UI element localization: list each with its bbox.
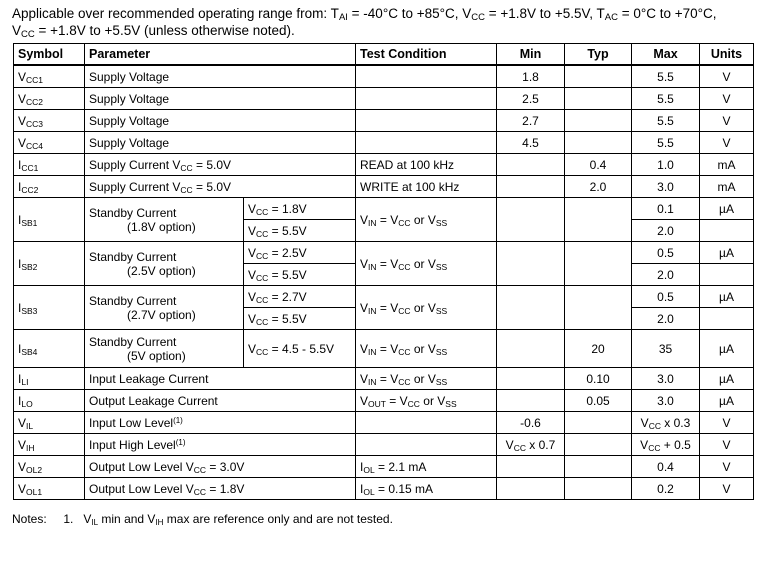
- max-cell: 2.0: [632, 308, 700, 330]
- typ-cell: [565, 286, 632, 330]
- symbol-cell: $V_{CC4}$: [14, 132, 85, 154]
- units-cell: µA: [700, 330, 754, 368]
- typ-cell: [565, 88, 632, 110]
- sub-condition-cell: $V_{CC} = 5.5V$: [244, 220, 356, 242]
- typ-cell: [565, 456, 632, 478]
- typ-cell: [565, 132, 632, 154]
- note-1: 1. $V_{IL}$ min and $V_{IH}$ max are reference only and are not tested.: [63, 512, 393, 527]
- units-cell: V: [700, 110, 754, 132]
- symbol-cell: $I_{LO}$: [14, 390, 85, 412]
- max-cell: 5.5: [632, 65, 700, 88]
- max-cell: 3.0: [632, 390, 700, 412]
- col-header-parameter: Parameter: [85, 44, 356, 66]
- units-cell: V: [700, 412, 754, 434]
- typ-cell: [565, 478, 632, 500]
- symbol-cell: $I_{SB2}$: [14, 242, 85, 286]
- min-cell: [497, 390, 565, 412]
- typ-cell: [565, 242, 632, 286]
- test-cell: $I_{OL} = 2.1$ mA: [356, 456, 497, 478]
- parameter-cell: Supply Current $V_{CC} = 5.0V$: [85, 176, 356, 198]
- table-row: [14, 330, 754, 368]
- header-line-1: Applicable over recommended operating range from: $T_{AI} = -40^\circ C$ to +85°C, $V_{CC} = +1.8V$ to +5.5V, $T_{AC} = 0^\circ C$ to +70°C,: [12, 6, 717, 23]
- typ-cell: 0.05: [565, 390, 632, 412]
- sub-condition-cell: $V_{CC} = 5.5V$: [244, 308, 356, 330]
- units-cell: mA: [700, 176, 754, 198]
- typ-cell: [565, 412, 632, 434]
- units-cell: V: [700, 65, 754, 88]
- typ-cell: [565, 110, 632, 132]
- test-cell: WRITE at 100 kHz: [356, 176, 497, 198]
- max-cell: 3.0: [632, 368, 700, 390]
- parameter-cell: Supply Current $V_{CC} = 5.0V$: [85, 154, 356, 176]
- col-header-max: Max: [632, 44, 700, 66]
- test-cell: [356, 88, 497, 110]
- min-cell: [497, 330, 565, 368]
- table-row: [14, 456, 754, 478]
- table-row: [14, 286, 754, 308]
- test-cell: [356, 412, 497, 434]
- max-cell: 1.0: [632, 154, 700, 176]
- max-cell: 2.0: [632, 264, 700, 286]
- min-cell: [497, 242, 565, 286]
- min-cell: -0.6: [497, 412, 565, 434]
- sub-condition-cell: $V_{CC} = 2.5V$: [244, 242, 356, 264]
- typ-cell: [565, 434, 632, 456]
- min-cell: [497, 286, 565, 330]
- sub-condition-cell: $V_{CC} = 2.7V$: [244, 286, 356, 308]
- test-cell: $V_{IN} = V_{CC}$ or $V_{SS}$: [356, 368, 497, 390]
- min-cell: [497, 198, 565, 242]
- symbol-cell: $I_{SB3}$: [14, 286, 85, 330]
- typ-cell: 2.0: [565, 176, 632, 198]
- min-cell: 1.8: [497, 65, 565, 88]
- table-row: [14, 478, 754, 500]
- table-notes: [12, 512, 393, 526]
- parameter-cell: Standby Current (1.8V option): [85, 198, 244, 242]
- col-header-symbol: Symbol: [14, 44, 85, 66]
- units-cell: V: [700, 88, 754, 110]
- max-cell: 0.1: [632, 198, 700, 220]
- max-cell: 35: [632, 330, 700, 368]
- parameter-cell: Input Low Level$^{(1)}$: [85, 412, 356, 434]
- units-cell: µA: [700, 390, 754, 412]
- operating-conditions-header: [12, 5, 752, 39]
- units-cell: µA: [700, 286, 754, 308]
- min-cell: 2.7: [497, 110, 565, 132]
- symbol-cell: $V_{IH}$: [14, 434, 85, 456]
- symbol-cell: $V_{OL2}$: [14, 456, 85, 478]
- test-cell: [356, 434, 497, 456]
- table-row: [14, 198, 754, 220]
- table-row: [14, 176, 754, 198]
- table-row: [14, 434, 754, 456]
- min-cell: [497, 368, 565, 390]
- parameter-cell: Standby Current (5V option): [85, 330, 244, 368]
- units-cell: µA: [700, 198, 754, 220]
- table-row: [14, 132, 754, 154]
- max-cell: 5.5: [632, 88, 700, 110]
- typ-cell: 0.10: [565, 368, 632, 390]
- col-header-units: Units: [700, 44, 754, 66]
- parameter-cell: Output Low Level $V_{CC} = 3.0V$: [85, 456, 356, 478]
- test-cell: [356, 110, 497, 132]
- test-cell: [356, 132, 497, 154]
- table-row: [14, 65, 754, 88]
- test-cell: $V_{OUT} = V_{CC}$ or $V_{SS}$: [356, 390, 497, 412]
- units-cell: V: [700, 456, 754, 478]
- header-line-2: $V_{CC} = +1.8V$ to +5.5V (unless otherwise noted).: [12, 23, 295, 40]
- test-cell: $V_{IN} = V_{CC}$ or $V_{SS}$: [356, 286, 497, 330]
- parameter-cell: Standby Current (2.7V option): [85, 286, 244, 330]
- table-row: [14, 110, 754, 132]
- min-cell: [497, 456, 565, 478]
- table-row: [14, 242, 754, 264]
- notes-label: Notes:: [12, 512, 47, 526]
- parameter-cell: Supply Voltage: [85, 110, 356, 132]
- max-cell: 0.5: [632, 286, 700, 308]
- test-cell: [356, 65, 497, 88]
- symbol-cell: $I_{CC2}$: [14, 176, 85, 198]
- test-cell: READ at 100 kHz: [356, 154, 497, 176]
- table-header-row: [14, 44, 754, 66]
- table-row: [14, 368, 754, 390]
- min-cell: [497, 478, 565, 500]
- parameter-cell: Supply Voltage: [85, 132, 356, 154]
- typ-cell: [565, 198, 632, 242]
- typ-cell: 0.4: [565, 154, 632, 176]
- min-cell: [497, 154, 565, 176]
- symbol-cell: $V_{OL1}$: [14, 478, 85, 500]
- min-cell: 2.5: [497, 88, 565, 110]
- sub-condition-cell: $V_{CC} = 4.5 - 5.5V$: [244, 330, 356, 368]
- table-row: [14, 88, 754, 110]
- min-cell: 4.5: [497, 132, 565, 154]
- max-cell: $V_{CC}$ x 0.3: [632, 412, 700, 434]
- sub-condition-cell: $V_{CC} = 1.8V$: [244, 198, 356, 220]
- col-header-test-condition: Test Condition: [356, 44, 497, 66]
- symbol-cell: $V_{CC2}$: [14, 88, 85, 110]
- max-cell: $V_{CC} + 0.5$: [632, 434, 700, 456]
- table-row: [14, 412, 754, 434]
- units-cell: V: [700, 478, 754, 500]
- table-row: [14, 390, 754, 412]
- units-cell: [700, 264, 754, 286]
- units-cell: mA: [700, 154, 754, 176]
- symbol-cell: $I_{CC1}$: [14, 154, 85, 176]
- symbol-cell: $I_{SB1}$: [14, 198, 85, 242]
- table-row: [14, 154, 754, 176]
- parameter-cell: Supply Voltage: [85, 88, 356, 110]
- sub-condition-cell: $V_{CC} = 5.5V$: [244, 264, 356, 286]
- units-cell: µA: [700, 242, 754, 264]
- units-cell: V: [700, 132, 754, 154]
- min-cell: $V_{CC}$ x 0.7: [497, 434, 565, 456]
- units-cell: [700, 220, 754, 242]
- symbol-cell: $V_{CC1}$: [14, 65, 85, 88]
- test-cell: $V_{IN} = V_{CC}$ or $V_{SS}$: [356, 330, 497, 368]
- parameter-cell: Output Leakage Current: [85, 390, 356, 412]
- units-cell: µA: [700, 368, 754, 390]
- test-cell: $V_{IN} = V_{CC}$ or $V_{SS}$: [356, 242, 497, 286]
- typ-cell: 20: [565, 330, 632, 368]
- dc-characteristics-table: [13, 43, 754, 500]
- min-cell: [497, 176, 565, 198]
- test-cell: $V_{IN} = V_{CC}$ or $V_{SS}$: [356, 198, 497, 242]
- parameter-cell: Input High Level$^{(1)}$: [85, 434, 356, 456]
- parameter-cell: Supply Voltage: [85, 65, 356, 88]
- parameter-cell: Input Leakage Current: [85, 368, 356, 390]
- parameter-cell: Standby Current (2.5V option): [85, 242, 244, 286]
- symbol-cell: $V_{CC3}$: [14, 110, 85, 132]
- max-cell: 5.5: [632, 132, 700, 154]
- symbol-cell: $V_{IL}$: [14, 412, 85, 434]
- symbol-cell: $I_{LI}$: [14, 368, 85, 390]
- units-cell: V: [700, 434, 754, 456]
- col-header-min: Min: [497, 44, 565, 66]
- symbol-cell: $I_{SB4}$: [14, 330, 85, 368]
- max-cell: 0.5: [632, 242, 700, 264]
- col-header-typ: Typ: [565, 44, 632, 66]
- test-cell: $I_{OL} = 0.15$ mA: [356, 478, 497, 500]
- parameter-cell: Output Low Level $V_{CC} = 1.8V$: [85, 478, 356, 500]
- max-cell: 0.4: [632, 456, 700, 478]
- max-cell: 5.5: [632, 110, 700, 132]
- max-cell: 0.2: [632, 478, 700, 500]
- max-cell: 3.0: [632, 176, 700, 198]
- units-cell: [700, 308, 754, 330]
- max-cell: 2.0: [632, 220, 700, 242]
- typ-cell: [565, 65, 632, 88]
